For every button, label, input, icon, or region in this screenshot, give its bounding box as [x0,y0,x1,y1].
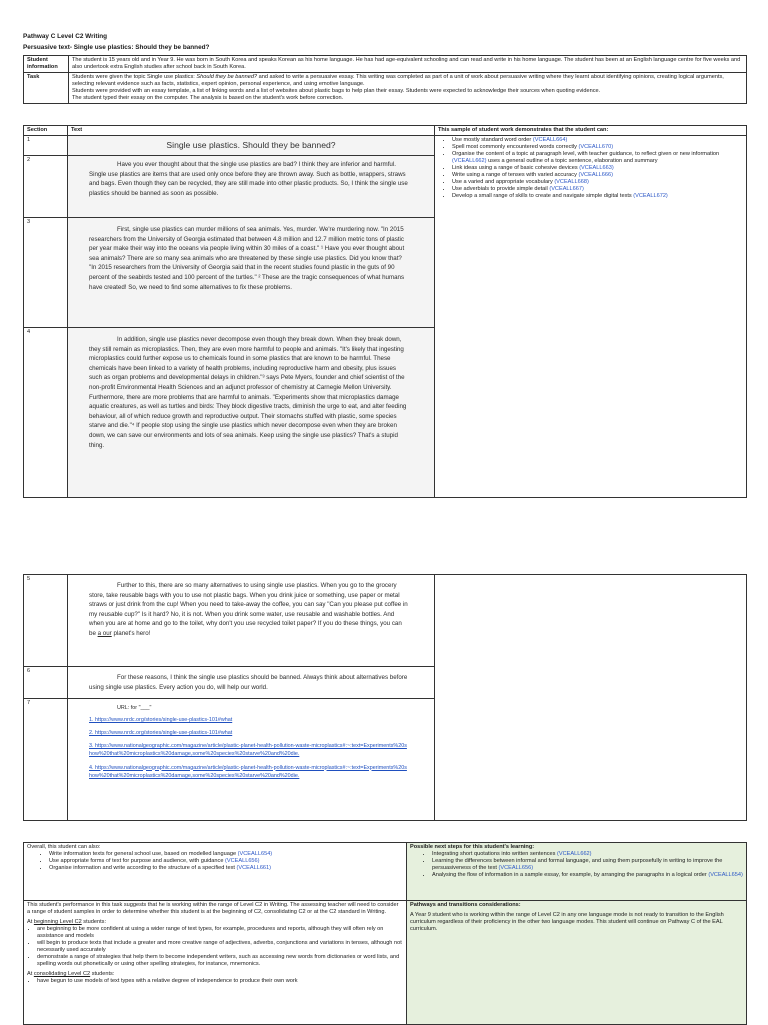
overall-item: • Use appropriate forms of text for purpose and audience, with guidance (VCEALL656) [49,858,403,865]
assessment-table [23,842,747,1025]
performance-intro: This student's performance in this task suggests that he is working within the range of Level C2 in Writing. The assessing teacher will need to consider a range of student samples in order to determine whether this student is at the beginning of C2, consolidating C2 or at the C2 standard in Writing. [27,902,399,915]
essay-paragraph-2: Have you ever thought about that the single use plastics are bad? I think they are inferior and harmful. Single use plastics are items that are used only once before they are thrown away. Such as bottle, wrappers, straws and bags. Even though they can be recycled, they are still made into other plastic products. So, I think the single use plastics should be banned as soon as possible. [89,161,408,197]
overall-item: • Write information texts for general school use, based on modelled language (VCEALL654) [49,851,403,858]
demonstrates-cell [435,136,747,498]
doc-subtitle: Persuasive text- Single use plastics: Should they be banned? [23,44,210,51]
next-step-item: • Integrating short quotations into written sentences (VCEALL662) [432,851,743,858]
performance-cell [24,901,407,1025]
student-info-label: Student information [24,56,69,73]
col-text: Text [68,126,435,136]
task-text: Students were given the topic Single use plastics: Should they be banned? and asked to write a persuasive essay. This writing was completed as part of a unit of work about persuasive writing where they learnt about identifying opinions, creating logical arguments, selecting relevant evidence such as facts, statistics, expert opinion, personal experience, and using emotive language. Students were provided with an essay template, a list of linking words and a list of websites about plastic bags to help plan their essay. Students were expected to acknowledge their sources when quoting evidence. The student typed their essay on the computer. The analysis is based on the student's work before correction. [69,72,747,103]
demonstrates-item: • Spell most commonly encountered words correctly (VCEALL670) [452,144,743,151]
essay-title: Single use plastics. Should they be banned? [166,140,336,150]
demonstrates-item: • Organise the content of a topic at paragraph level, with teacher guidance, to reflect given or new information (VCEALL662) uses a general outline of a topic sentence, elaboration and summary [452,151,743,165]
student-info-text: The student is 15 years old and in Year 9. He was born in South Korea and speaks Korean as his home language. He has had age-equivalent schooling and can read and write in his home language. The student has been at an English language centre for five weeks and also undertook extra English studies after school back in South Korea. [69,56,747,73]
demonstrates-item: • Develop a small range of skills to create and navigate simple digital texts (VCEALL672) [452,193,743,200]
demonstrates-list [438,137,743,200]
overall-cell [24,843,407,901]
next-steps-heading: Possible next steps for this student's learning: [410,844,535,850]
next-steps-list [410,851,743,879]
overall-heading: Overall, this student can also: [27,844,101,850]
reference-link-2[interactable]: 2. https://www.nrdc.org/stories/single-use-plastics-101#what [89,730,233,737]
demonstrates-item: • Write using a range of tenses with varied accuracy (VCEALL666) [452,172,743,179]
info-table [23,55,747,104]
section-2: 2 [24,156,68,218]
essay-paragraph-4: In addition, single use plastics never decompose even though they break down. When they break down, they still remain as microplastics. Then, they are even more harmful to people and animals. "It's likely that ingesting microplastics could further expose us to chemicals found in some plastics that are known to be harmful. These chemicals have been linked to a variety of health problems, including reproductive harm and obesity, plus issues such as organ problems and developmental delays in children."³ says Pete Myers, founder and chief scientist of the non-profit Environmental Health Sciences and an adjunct professor of chemistry at Carnegie Mellon University. Furthermore, there are more problems that are harmful to animals. "Experiments show that microplastics damage aquatic creatures, as well as turtles and birds: They block digestive tracts, diminish the urge to eat, and alter feeding behaviour, all of which reduce growth and reproductive output. Their stomachs stuffed with plastic, some species starve and die."⁴ If people stop using the single use plastics which never decompose even when they are broken down, we can save our environments and lots of sea animals. Keep using the single use plastics? That's a stupid thing. [89,336,407,449]
section-7: 7 [24,699,68,821]
section-3: 3 [24,218,68,328]
pathways-text: A Year 9 student who is working within the range of Level C2 in any one language mode is not ready to transition to the English curriculum regardless of their proficiency in the other two language modes. This student will continue on Pathway C of the EAL curriculum. [410,911,724,932]
demonstrates-item: • Link ideas using a range of basic cohesive devices (VCEALL663) [452,165,743,172]
essay-table-part2 [23,574,747,821]
pathways-heading: Pathways and transitions considerations: [410,902,521,908]
beginning-list [27,926,403,968]
task-label: Task [24,72,69,103]
section-4: 4 [24,328,68,498]
demonstrates-item: • Use mostly standard word order (VCEALL664) [452,137,743,144]
consolidating-heading: At consolidating Level C2 students: [27,970,115,977]
essay-paragraph-3: First, single use plastics can murder millions of sea animals. Yes, murder. We're murdering now. "In 2015 researchers from the University of Georgia estimated that between 4.8 million and 12.7 million metric tons of plastic per year make their way into the oceans via people living within 30 miles of a coast." ¹ Have you ever thought about sea animals? There are so many sea animals who are threatened by these single use plastics. Did you know that? "In 2015 researchers from the University of Georgia said that in the recent studies found plastic in the guts of 90 percent of the seabirds tested and 100 percent of the turtles." ² These are the tragic consequences of what humans have created! So, we need to find some alternatives to fix these problems. [89,226,405,291]
reference-link-1[interactable]: 1. https://www.nrdc.org/stories/single-use-plastics-101#what [89,717,233,724]
next-step-item: • Learning the differences between informal and formal language, and using them purposefully in writing to improve the persuasiveness of the text (VCEALL656) [432,858,743,872]
pathways-cell [407,901,747,1025]
essay-table-part1 [23,125,747,498]
consolidating-list [27,978,403,985]
beginning-item: • are beginning to be more confident at using a wider range of text types, for example, procedures and reports, although they will often rely on assistance and models [37,926,403,940]
reference-link-3[interactable]: 3. https://www.nationalgeographic.com/magazine/article/plastic-planet-health-pollution-waste-microplastics#:~:text=Experiments%20show%20that%20microplastics%20damage,some%20species%20starve%20and%20die. [89,743,407,758]
essay-paragraph-6: For these reasons, I think the single use plastics should be banned. Always think about alternatives before using single use plastics. Every action you do, will help our world. [89,674,408,691]
beginning-item: • demonstrate a range of strategies that help them to become independent writers, such as accessing new words from dictionaries or word lists, and spelling words out phonetically or using other spelling strategies, for instance, mnemonics. [37,954,403,968]
section-5: 5 [24,575,68,667]
essay-paragraph-5: Further to this, there are so many alternatives to using single use plastics. When you go to the grocery store, take reusable bags with you to use not plastic bags. When you drink juice or something, use paper or metal straws or just drink from the cup! When you need to take-away the coffee, you can say "Can you please put coffee in my reusable cup?" Is it hard? No, it is not. When you drink some water, use reusable and washable bottles. And when you are at home and go to the toilet, why don't you use recycled toilet paper? If you do these things, you can be a our planet's hero! [89,582,408,638]
col-demonstrates: This sample of student work demonstrates that the student can: [435,126,747,136]
section-1: 1 [24,136,68,156]
beginning-item: • will begin to produce texts that include a greater and more creative range of adjectives, adverbs, conjunctions and variations in tenses, although not necessarily used accurately [37,940,403,954]
section-6: 6 [24,667,68,699]
beginning-heading: At beginning Level C2 students: [27,918,107,925]
consolidating-item: • have begun to use models of text types with a relative degree of independence to produce their own work [37,978,403,985]
pathway-title: Pathway C Level C2 Writing [23,33,108,40]
demonstrates-item: • Use a varied and appropriate vocabulary (VCEALL668) [452,179,743,186]
reference-link-4[interactable]: 4. https://www.nationalgeographic.com/magazine/article/plastic-planet-health-pollution-waste-microplastics#:~:text=Experiments%20show%20that%20microplastics%20damage,some%20species%20starve%20and%20die. [89,764,407,779]
next-steps-cell [407,843,747,901]
next-step-item: • Analysing the flow of information in a sample essay, for example, by arranging the paragraphs in a logical order (VCEALL654) [432,872,743,879]
url-label: URL: for "___" [117,705,152,711]
demonstrates-item: • Use adverbials to provide simple detail (VCEALL667) [452,186,743,193]
overall-list [27,851,403,872]
overall-item: • Organise information and write according to the structure of a specified text (VCEALL661) [49,865,403,872]
col-section: Section [24,126,68,136]
